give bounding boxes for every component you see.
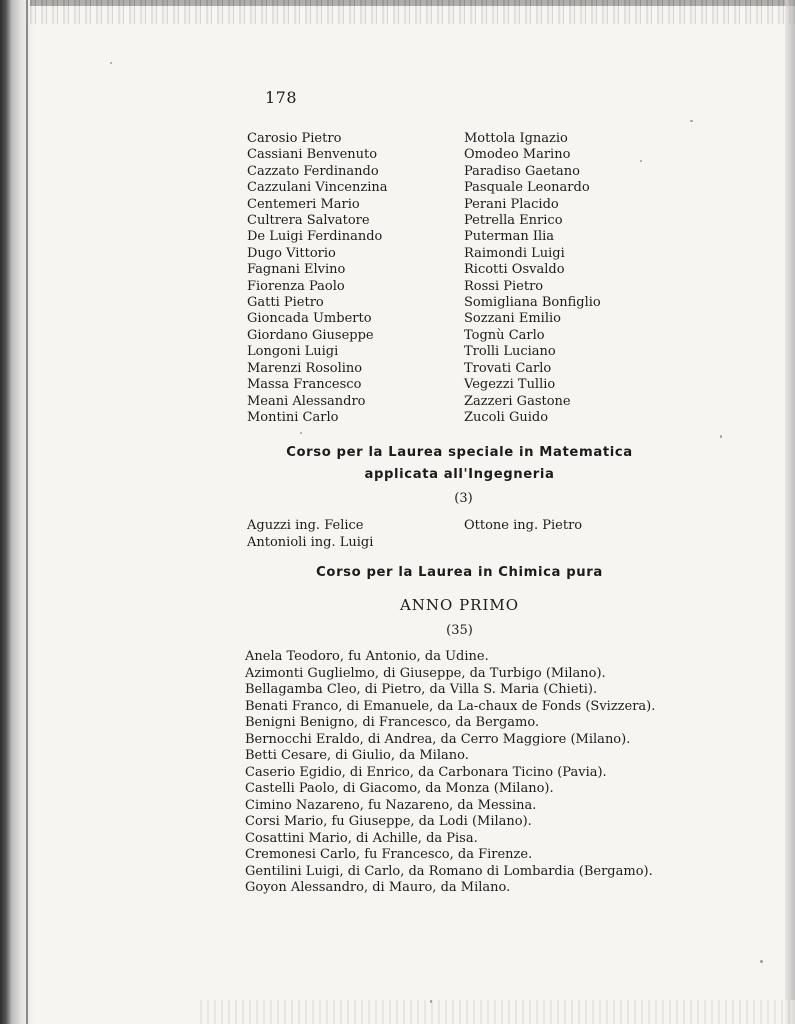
list-item: Zazzeri Gastone [464,393,571,409]
math-students-right [464,517,582,534]
list-item: Benati Franco, di Emanuele, da La-chaux de Fonds (Svizzera). [245,698,656,714]
speck [720,435,722,438]
list-item: Cimino Nazareno, fu Nazareno, da Messina. [245,797,537,813]
list-item: Trolli Luciano [464,344,556,360]
section-heading-chem: Corso per la Laurea in Chimica pura [316,565,603,580]
list-item: Corsi Mario, fu Giuseppe, da Lodi (Milano). [245,814,532,829]
list-item: Mottola Ignazio [464,131,568,146]
list-item: Castelli Paolo, di Giacomo, da Monza (Milano). [245,781,554,796]
list-item: Caserio Egidio, di Enrico, da Carbonara Ticino (Pavia). [245,764,607,780]
list-item: Rossi Pietro [464,278,544,294]
list-item: Cassiani Benvenuto [247,147,378,163]
math-students-left [247,517,373,551]
list-item: De Luigi Ferdinando [247,229,383,245]
list-item: Sozzani Emilio [464,311,561,327]
section-heading-math: Corso per la Laurea speciale in Matematica [286,445,633,460]
list-item: Fagnani Elvino [247,262,346,278]
list-item: Azimonti Guglielmo, di Giuseppe, da Turbigo (Milano). [245,665,606,681]
right-edge-shadow [785,0,795,1024]
list-item: Benigni Benigno, di Francesco, da Bergamo. [245,715,540,730]
list-item: Anela Teodoro, fu Antonio, da Udine. [245,649,489,664]
speck [690,120,693,122]
list-item: Perani Placido [464,196,559,212]
list-item: Zucoli Guido [464,409,549,425]
section-count-math: (3) [454,491,473,506]
list-item: Centemeri Mario [247,196,360,212]
list-item: Pasquale Leonardo [464,180,590,196]
list-item: Tognù Carlo [464,327,545,343]
list-item: Meani Alessandro [247,393,366,409]
list-item: Dugo Vittorio [247,245,336,261]
list-item: Puterman Ilia [464,229,555,245]
list-item: Montini Carlo [247,409,339,425]
list-item: Cazzulani Vincenzina [247,180,388,196]
spine-line [26,0,28,1024]
bottom-scan-noise [200,1000,795,1024]
names-right-column [464,131,664,426]
list-item: Cultrera Salvatore [247,213,370,229]
list-item: Antonioli ing. Luigi [247,535,374,550]
list-item: Raimondi Luigi [464,245,565,261]
speck [110,62,112,64]
list-item: Giordano Giuseppe [247,327,374,343]
list-item: Trovati Carlo [464,360,552,376]
section-count-chem: (35) [446,623,473,638]
list-item: Bellagamba Cleo, di Pietro, da Villa S. Maria (Chieti). [245,682,598,697]
list-item: Fiorenza Paolo [247,278,345,294]
year-heading: ANNO PRIMO [399,596,520,614]
list-item: Aguzzi ing. Felice [247,518,364,533]
list-item: Vegezzi Tullio [464,377,556,393]
list-item: Bernocchi Eraldo, di Andrea, da Cerro Maggiore (Milano). [245,731,631,747]
list-item: Cremonesi Carlo, fu Francesco, da Firenze. [245,847,533,862]
list-item: Somigliana Bonfiglio [464,295,601,311]
list-item: Gentilini Luigi, di Carlo, da Romano di Lombardia (Bergamo). [245,863,653,879]
top-scan-noise [30,0,795,24]
list-item: Massa Francesco [247,377,362,393]
names-left-column [247,131,447,426]
speck [430,1000,432,1003]
list-item: Betti Cesare, di Giulio, da Milano. [245,748,469,763]
speck [300,432,302,434]
chem-students-list [245,649,655,897]
list-item: Longoni Luigi [247,344,339,360]
section-heading-math-line2: applicata all'Ingegneria [364,467,555,482]
list-item: Cazzato Ferdinando [247,163,379,179]
list-item: Goyon Alessandro, di Mauro, da Milano. [245,880,511,895]
list-item: Petrella Enrico [464,213,563,229]
list-item: Gatti Pietro [247,295,324,311]
page-number: 178 [265,88,298,107]
list-item: Omodeo Marino [464,147,571,163]
list-item: Ricotti Osvaldo [464,262,565,278]
speck [760,960,763,963]
list-item: Carosio Pietro [247,131,342,146]
book-spine-shadow [0,0,34,1024]
list-item: Ottone ing. Pietro [464,518,583,533]
list-item: Paradiso Gaetano [464,163,580,179]
list-item: Gioncada Umberto [247,311,372,327]
list-item: Cosattini Mario, di Achille, da Pisa. [245,830,478,846]
list-item: Marenzi Rosolino [247,360,363,376]
